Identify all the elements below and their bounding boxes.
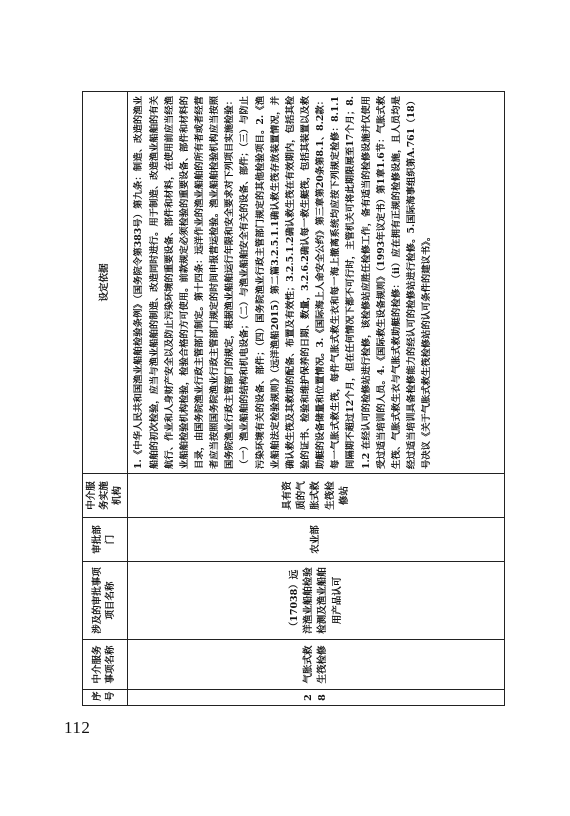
cell-basis: 1.《中华人民共和国渔业船舶检验条例》（国务院令第383号）第九条：制造、改造的渔业船舶的初次检验，应当与渔业船舶的制造、改造同时进行。用于制造、改造渔业船舶的有关航行、作业和人身财产安全以及防止污染环境的重要设备、部件和材料，在使用前应当经渔业船舶检验机构检验，检验合格的方可使用。前款规定必须检验的重要设备、部件和材料的目录，由国务院渔业行政主管部门制定。第十四条：远洋作业的渔业船舶的所有者或者经营者应当按照国务院渔业行政主管部门规定的时间申报营运检验。渔业船舶检验机构应当按照国务院渔业行政主管部门的规定，根据渔业船舶运行年限和安全要求对下列项目实施检验：（一）渔业船舶的结构和机电设备；（二）与渔业船舶安全有关的设备、部件；（三）与防止污染环境有关的设备、部件；（四）国务院渔业行政主管部门规定的其他检验项目。2.《渔业船舶法定检验规则》（远洋渔船2015）第二篇3.2.5.1.1确认救生筏存放装置情况，并确认救生筏及其救助的配备、布置及有效性；3.2.5.1.2确认救生筏在有效期内，包括其检验的证书、检验和维护保养的日期、数量，3.2.6.2确认每一救生艇筏，包括其装置以及救助艇的设备储量和位置情况。3.《国际海上人命安全公约》第三章第20条第8.1、8.2款：每一气胀式救生筏，每件气胀式救生衣和每一海上撤离系统均应按下列规定检修：8.1.1 间隔期不超过12个月，但在任何情况下都不可行时，主管机关可将此期限展至17个月；8.1.2 在经认可的检修站进行检修，该检修站应胜任检修工作，备有适当的检修设施并仅使用受过适当培训的人员。4.《国际救生设备规则》（1993年议定书）第1章1.6节：气胀式救生筏、气胀式救生衣与气胀式救助艇的检修：（ii）应在拥有正规的检修设施，且人员均是经过适当培训具备检修能力的经认可的检修站进行检修。5.国际海事组织第A.761（18）号决议《关于气胀式救生筏检修站的认可条件的建议书》。 (128, 92, 505, 474)
approval-table (82, 91, 505, 706)
cell-dept: 农业部 (128, 518, 505, 562)
header-service-name: 中介服务事项名称 (83, 640, 128, 690)
header-basis: 设定依据 (83, 92, 128, 474)
header-related-item: 涉及的审批事项项目名称 (83, 562, 128, 640)
header-dept: 审批部门 (83, 518, 128, 562)
rotated-table-container (82, 92, 502, 706)
header-seq: 序号 (83, 690, 128, 706)
page-number: 112 (64, 718, 91, 737)
table-row (128, 92, 505, 706)
cell-seq: 28 (128, 690, 505, 706)
table-header-row (83, 92, 128, 706)
cell-org: 具有资质的气胀式救生筏检修站 (128, 474, 505, 518)
cell-related-item: （17038）远洋渔业船舶检验检测及渔业船舶用产品认可 (128, 562, 505, 640)
header-org: 中介服务实施机构 (83, 474, 128, 518)
cell-service-name: 气胀式救生筏检修 (128, 640, 505, 690)
